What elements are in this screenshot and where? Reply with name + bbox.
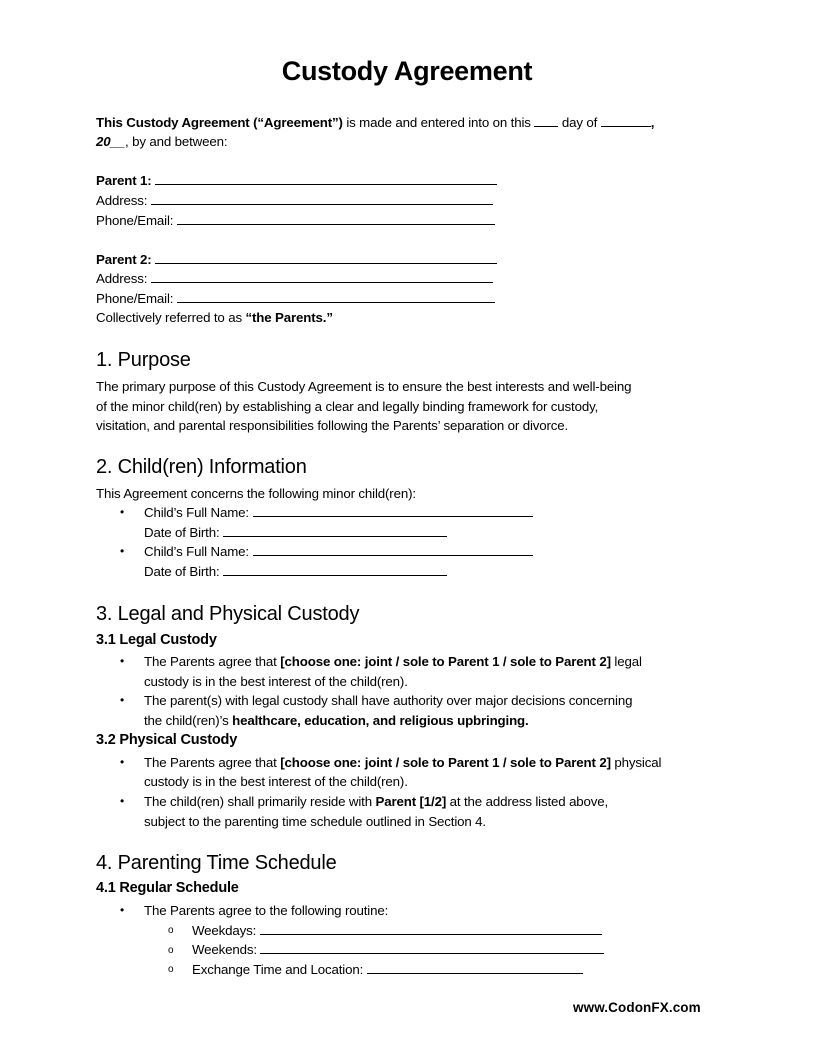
parent1-address-row (96, 191, 493, 211)
bold-text: healthcare, education, and religious upbringing. (232, 713, 529, 728)
parent2-address-label: Address: (96, 271, 148, 286)
text: legal (610, 654, 642, 669)
hollow-bullet-icon: o (168, 925, 174, 936)
weekdays-row (192, 921, 602, 941)
parent2-address-row (96, 269, 493, 289)
parent-choice-placeholder[interactable]: Parent [1/2] (375, 794, 447, 809)
intro-text: day of (558, 115, 601, 130)
parent1-contact-field[interactable] (177, 212, 495, 225)
child2-name-field[interactable] (253, 543, 533, 556)
text: physical (610, 755, 662, 770)
parent1-name-label: Parent 1: (96, 173, 152, 188)
bullet-icon: • (120, 544, 125, 558)
intro-line-1 (96, 113, 654, 133)
child1-dob-label: Date of Birth: (144, 525, 220, 540)
footer-website-link[interactable]: www.CodonFX.com (573, 1000, 701, 1015)
section4-1-heading: 4.1 Regular Schedule (96, 880, 239, 896)
exchange-row (192, 960, 583, 980)
bullet-icon: • (120, 903, 125, 917)
parent1-name-row (96, 171, 497, 191)
parent1-address-label: Address: (96, 193, 148, 208)
text: at the address listed above, (446, 794, 609, 809)
choose-one-placeholder[interactable]: [choose one: joint / sole to Parent 1 / sole to Parent 2] (280, 755, 611, 770)
weekends-field[interactable] (260, 941, 604, 954)
day-blank[interactable] (534, 114, 558, 127)
parent2-name-row (96, 250, 497, 270)
collective-line (96, 308, 333, 328)
section3-1-heading: 3.1 Legal Custody (96, 632, 217, 648)
parent1-name-field[interactable] (155, 172, 497, 185)
child2-dob-row (144, 562, 447, 582)
child1-dob-row (144, 523, 447, 543)
text: The child(ren) shall primarily reside with (144, 794, 376, 809)
intro-line-2 (96, 132, 227, 152)
bullet-icon: • (120, 654, 125, 668)
parent2-name-label: Parent 2: (96, 252, 152, 267)
document-title: Custody Agreement (281, 56, 533, 86)
text: the child(ren)’s (144, 713, 233, 728)
parent2-address-field[interactable] (151, 270, 493, 283)
legal-bullet-2-line-1: The parent(s) with legal custody shall have authority over major decisions concerning (144, 693, 633, 708)
parent1-contact-row (96, 211, 495, 231)
section1-line-2: of the minor child(ren) by establishing a clear and legally binding framework for custody, (96, 399, 599, 414)
choose-one-placeholder[interactable]: [choose one: joint / sole to Parent 1 / sole to Parent 2] (280, 654, 611, 669)
parent2-contact-row (96, 289, 495, 309)
exchange-label: Exchange Time and Location: (192, 962, 364, 977)
collective-text: Collectively referred to as (96, 310, 246, 325)
section1-line-3: visitation, and parental responsibilities following the Parents’ separation or divorce. (96, 418, 569, 433)
intro-text: is made and entered into on this (342, 115, 535, 130)
bullet-icon: • (120, 755, 125, 769)
regular-intro: The Parents agree to the following routine: (144, 903, 389, 918)
physical-bullet-1-line-1 (144, 753, 661, 773)
child2-dob-label: Date of Birth: (144, 564, 220, 579)
intro-comma: , (650, 115, 655, 130)
child1-dob-field[interactable] (223, 524, 447, 537)
hollow-bullet-icon: o (168, 964, 174, 975)
text: The Parents agree that (144, 654, 281, 669)
section3-2-heading: 3.2 Physical Custody (96, 732, 238, 748)
section1-heading: 1. Purpose (96, 349, 191, 371)
bullet-icon: • (120, 794, 125, 808)
physical-bullet-2-line-1 (144, 792, 608, 812)
section2-heading: 2. Child(ren) Information (96, 456, 307, 478)
weekends-label: Weekends: (192, 942, 257, 957)
intro-bold-lead: This Custody Agreement (“Agreement”) (96, 115, 343, 130)
section4-heading: 4. Parenting Time Schedule (96, 852, 337, 874)
year-field[interactable]: 20__ (96, 134, 125, 149)
child1-name-label: Child’s Full Name: (144, 505, 249, 520)
weekdays-label: Weekdays: (192, 923, 257, 938)
parent1-address-field[interactable] (151, 192, 493, 205)
physical-bullet-1-line-2: custody is in the best interest of the child(ren). (144, 774, 408, 789)
parent2-name-field[interactable] (155, 251, 497, 264)
section2-intro: This Agreement concerns the following minor child(ren): (96, 486, 416, 501)
weekdays-field[interactable] (260, 922, 602, 935)
child1-name-field[interactable] (253, 504, 533, 517)
collective-bold: “the Parents.” (245, 310, 333, 325)
bullet-icon: • (120, 693, 125, 707)
parent2-contact-label: Phone/Email: (96, 291, 174, 306)
parent2-contact-field[interactable] (177, 290, 495, 303)
month-blank[interactable] (601, 114, 651, 127)
hollow-bullet-icon: o (168, 945, 174, 956)
text: The Parents agree that (144, 755, 281, 770)
parent1-contact-label: Phone/Email: (96, 213, 174, 228)
section3-heading: 3. Legal and Physical Custody (96, 603, 360, 625)
legal-bullet-1-line-2: custody is in the best interest of the child(ren). (144, 674, 408, 689)
physical-bullet-2-line-2: subject to the parenting time schedule outlined in Section 4. (144, 814, 486, 829)
child1-name-row (144, 503, 533, 523)
legal-bullet-1-line-1 (144, 652, 642, 672)
child2-dob-field[interactable] (223, 563, 447, 576)
exchange-field[interactable] (367, 961, 583, 974)
weekends-row (192, 940, 604, 960)
intro-text: , by and between: (124, 134, 228, 149)
section1-line-1: The primary purpose of this Custody Agreement is to ensure the best interests and well-being (96, 379, 632, 394)
bullet-icon: • (120, 505, 125, 519)
legal-bullet-2-line-2 (144, 711, 529, 731)
child2-name-label: Child’s Full Name: (144, 544, 249, 559)
child2-name-row (144, 542, 533, 562)
